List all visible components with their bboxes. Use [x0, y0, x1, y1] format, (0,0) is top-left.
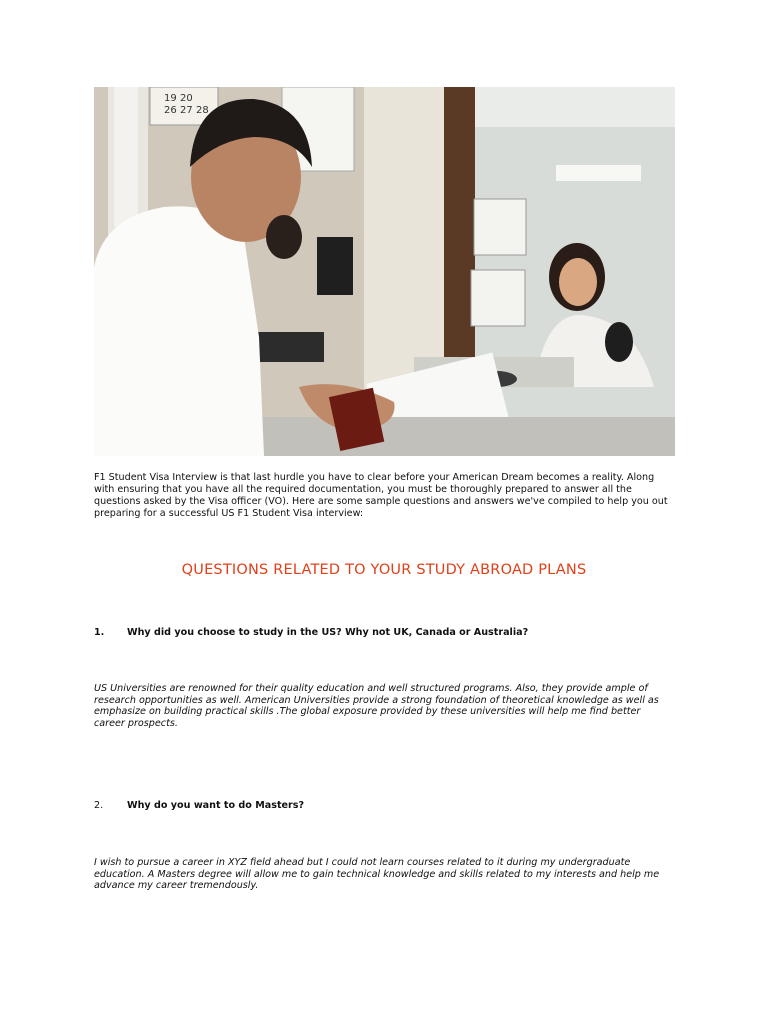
question-text: Why do you want to do Masters? — [127, 800, 305, 811]
visa-interview-photo — [94, 87, 675, 456]
section-heading: QUESTIONS RELATED TO YOUR STUDY ABROAD PLANS — [181, 562, 587, 578]
calendar-number-1: 19 — [164, 93, 177, 104]
answer-1: US Universities are renowned for their quality education and well structured programs. Also, they provide ample of research opportunities as well. American Universities provide a strong foundation of theoretical knowledge as well as emphasize on building practical skills .The global exposure provided by these universities will help me find better career prospects. — [94, 683, 659, 729]
question-number: 2. — [94, 800, 104, 811]
calendar-number-2: 20 — [180, 93, 193, 104]
question-text: Why did you choose to study in the US? Why not UK, Canada or Australia? — [127, 627, 529, 638]
question-1 — [94, 627, 674, 639]
calendar-number-3: 26 — [164, 105, 177, 116]
calendar-number-5: 28 — [196, 105, 209, 116]
intro-paragraph: F1 Student Visa Interview is that last hurdle you have to clear before your American Dream becomes a reality. Along with ensuring that you have all the required documentation, you must be thoroughly prepared to answer all the questions asked by the Visa officer (VO). Here are some sample questions and answers we've compiled to help you out preparing for a successful US F1 Student Visa interview: — [94, 472, 668, 519]
answer-2: I wish to pursue a career in XYZ field ahead but I could not learn courses related to it during my undergraduate education. A Masters degree will allow me to gain technical knowledge and skills related to my interests and help me advance my career tremendously. — [94, 857, 660, 891]
calendar-number-4: 27 — [180, 105, 193, 116]
question-number: 1. — [94, 627, 105, 638]
question-2 — [94, 800, 674, 812]
